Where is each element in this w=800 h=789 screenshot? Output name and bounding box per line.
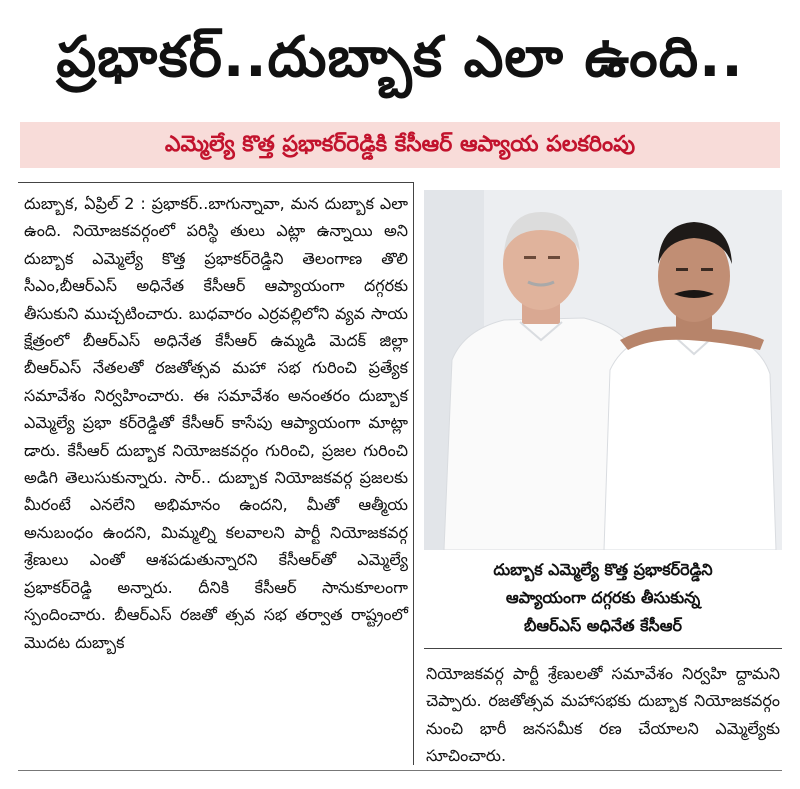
bottom-rule [18,770,782,771]
photo-illustration [424,190,782,550]
photo-caption-line: ఆప్యాయంగా దగ్గరకు తీసుకున్న [505,588,701,607]
article-body-left: దుబ్బాక, ఏప్రిల్ 2 : ప్రభాకర్..బాగున్నావా, మన దుబ్బాక ఎలా ఉంది. నియోజకవర్గంలో పరిస్థి తులు ఎట్లా ఉన్నాయి అని దుబ్బాక ఎమ్మెల్యే కొత్త ప్రభాకర్‌రెడ్డిని తెలంగాణ తొలి సీఎం,బీఆర్‌ఎస్ అధినేత కేసీఆర్ ఆప్యాయంగా దగ్గరకు తీసుకుని ముచ్చటించారు. బుధవారం ఎర్రవల్లిలోని వ్యవ సాయ క్షేత్రంలో బీఆర్‌ఎస్ అధినేత కేసీఆర్ ఉమ్మడి మెదక్ జిల్లా బీఆర్‌ఎస్ నేతలతో రజతోత్సవ మహా సభ గురించి ప్రత్యేక సమావేశం నిర్వహించారు. ఈ సమావేశం అనంతరం దుబ్బాక ఎమ్మెల్యే ప్రభా కర్‌రెడ్డితో కేసీఆర్ కాసేపు ఆప్యాయంగా మాట్లా డారు. కేసీఆర్ దుబ్బాక నియోజకవర్గం గురించి, ప్రజల గురించి అడిగి తెలుసుకున్నారు. సార్.. దుబ్బాక నియోజకవర్గ ప్రజలకు మీరంటే ఎనలేని అభిమానం ఉందని, మీతో ఆత్మీయ అనుబంధం ఉందని, మిమ్మల్ని కలవాలని పార్టీ నియోజకవర్గ శ్రేణులు ఎంతో ఆశపడుతున్నారని కేసీఆర్‌తో ఎమ్మెల్యే ప్రభాకర్‌రెడ్డి అన్నారు. దీనికి కేసీఆర్ సానుకూలంగా స్పందించారు. బీఆర్‌ఎస్ రజతో త్సవ సభ తర్వాత రాష్ట్రంలో మొదట దుబ్బాక [24,194,408,652]
subheadline: ఎమ్మెల్యే కొత్త ప్రభాకర్‌రెడ్డికి కేసీఆర్ ఆప్యాయ పలకరింపు [164,132,636,157]
news-photo [424,190,782,550]
headline: ప్రభాకర్..దుబ్బాక ఎలా ఉంది.. [56,25,744,90]
article-body-right: నియోజకవర్గ పార్టీ శ్రేణులతో సమావేశం నిర్వహి ద్దామని చెప్పారు. రజతోత్సవ మహాసభకు దుబ్బాక నియోజకవర్గం నుంచి భారీ జనసమీక రణ చేయాలని ఎమ్మెల్యేకు సూచించారు. [426,664,780,766]
column-divider [413,182,414,765]
photo-caption-line: బీఆర్‌ఎస్ అధినేత కేసీఆర్ [524,616,682,635]
column-top-rule [18,182,414,183]
photo-caption-line: దుబ్బాక ఎమ్మెల్యే కొత్త ప్రభాకర్‌రెడ్డిని [493,560,713,579]
photo-caption [424,556,782,640]
caption-rule [424,648,782,649]
